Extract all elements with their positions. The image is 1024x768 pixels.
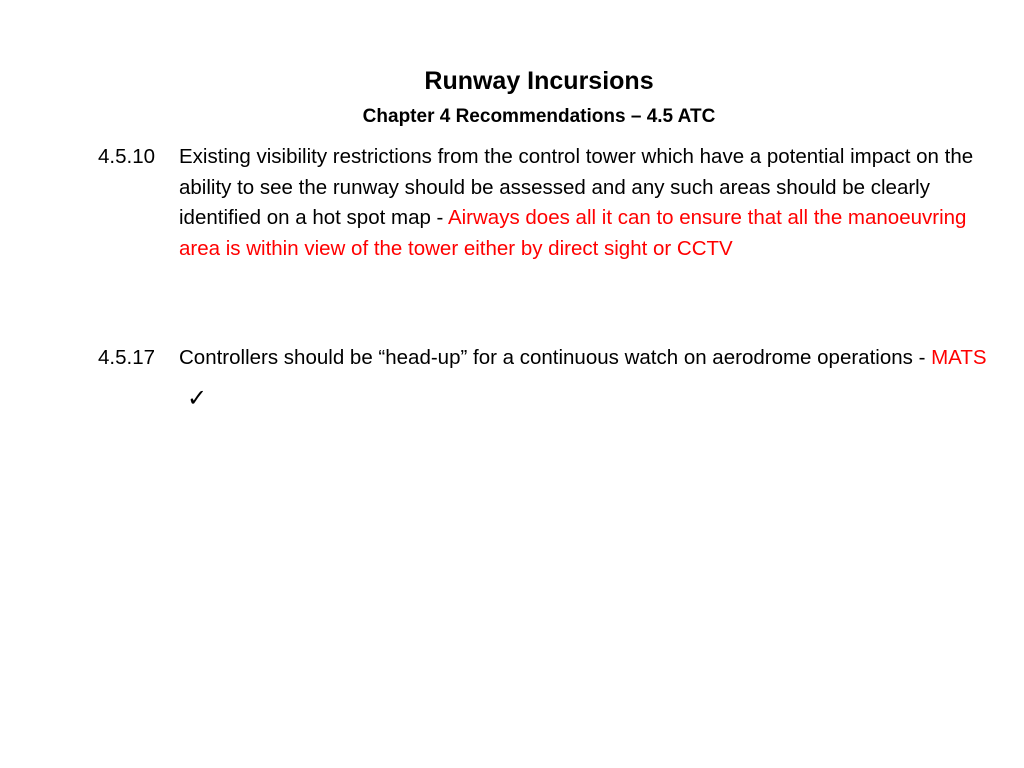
recommendation-item [98,142,988,264]
recommendation-number: 4.5.10 [98,145,155,168]
recommendation-number: 4.5.17 [98,346,155,369]
recommendation-response: MATS [931,346,987,369]
recommendation-body [179,142,988,264]
recommendation-text: Existing visibility restrictions from the control tower which have a potential impact on the ability to see the runway should be assessed and any such areas should be clearly identified on a hot spot map - [179,145,974,229]
recommendation-text: Controllers should be “head-up” for a continuous watch on aerodrome operations - [179,346,932,369]
slide-subtitle: Chapter 4 Recommendations – 4.5 ATC [362,106,716,127]
recommendation-item [98,338,988,424]
slide-title: Runway Incursions [424,67,654,95]
checkmark-icon: ✓ [187,384,208,412]
recommendation-body [179,338,988,424]
recommendation-response: Airways does all it can to ensure that all the manoeuvring area is within view of the tower either by direct sight or CCTV [179,206,967,260]
